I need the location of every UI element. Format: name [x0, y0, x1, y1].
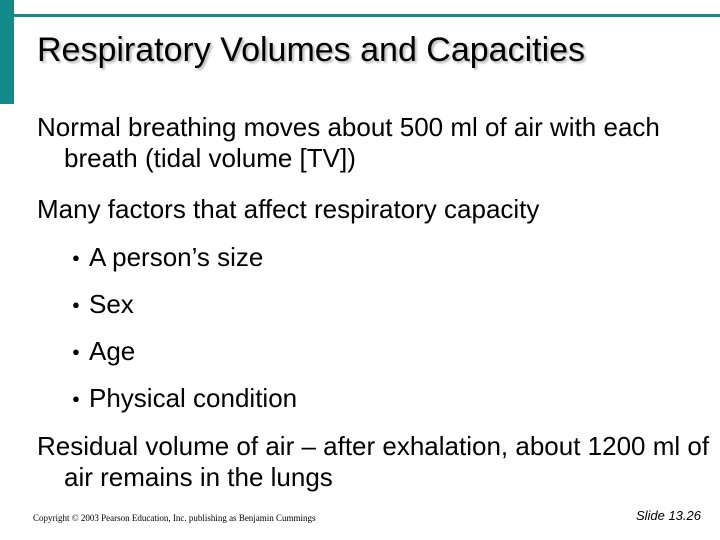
sub-item-sex [72, 289, 134, 320]
sub-item-size [72, 242, 263, 273]
bullet-dot-icon: ● [72, 250, 80, 265]
copyright-footer: Copyright © 2003 Pearson Education, Inc. publishing as Benjamin Cummings [33, 513, 316, 523]
sub-item-label: A person’s size [89, 242, 264, 272]
bullet-dot-icon: ● [72, 391, 80, 406]
sub-item-age [72, 336, 135, 367]
sub-item-label: Age [89, 336, 136, 366]
top-rule [14, 14, 720, 17]
slide-title: Respiratory Volumes and Capacities [37, 31, 586, 69]
sub-item-physical-condition [72, 383, 297, 414]
bullet-tidal-volume: Normal breathing moves about 500 ml of air with each breath (tidal volume [TV]) [37, 112, 660, 173]
sub-item-label: Sex [89, 289, 134, 319]
bullet-factors: Many factors that affect respiratory capacity [37, 194, 540, 224]
bullet-residual-volume: Residual volume of air – after exhalation, about 1200 ml of air remains in the lungs [37, 431, 710, 492]
bullet-dot-icon: ● [72, 297, 80, 312]
bullet-dot-icon: ● [72, 344, 80, 359]
accent-bar [0, 0, 14, 104]
sub-item-label: Physical condition [89, 383, 298, 413]
slide-number: Slide 13.26 [635, 508, 701, 523]
